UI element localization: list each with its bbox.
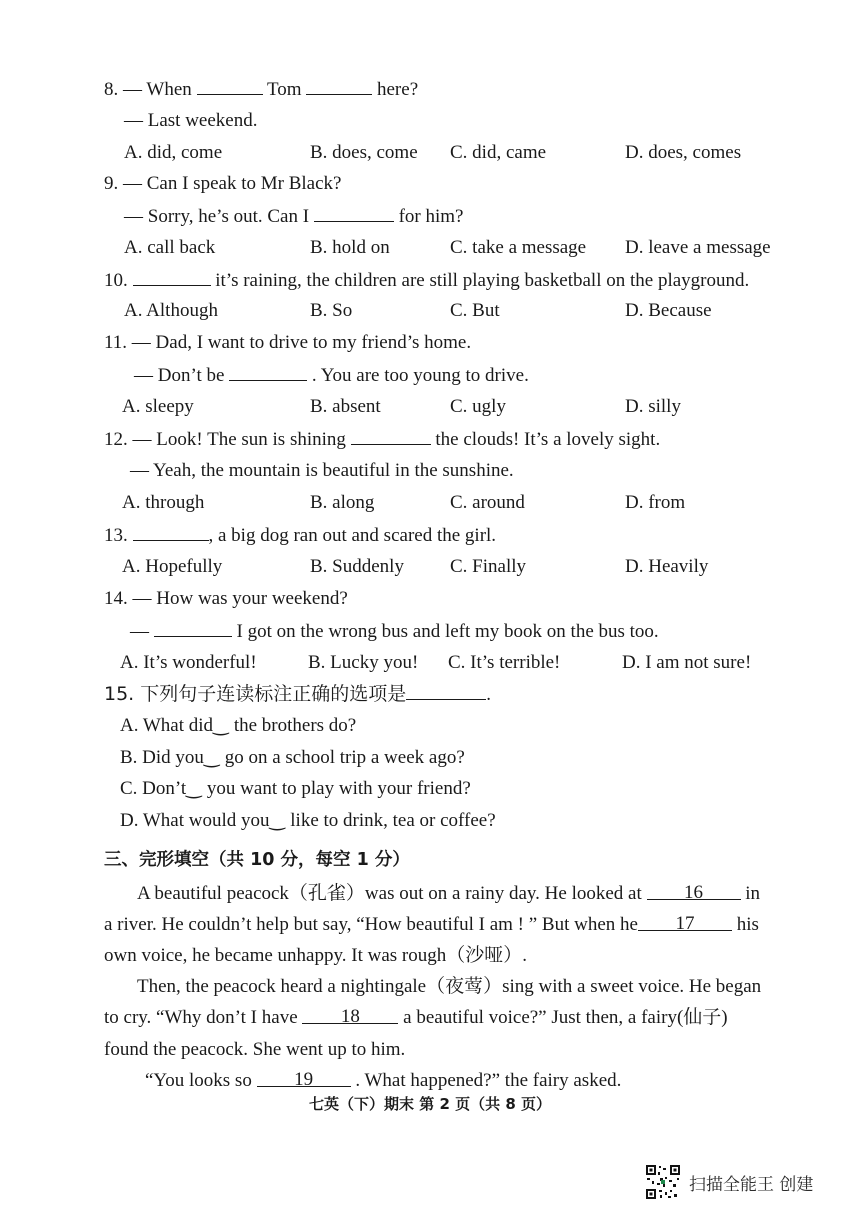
q14-reply: — I got on the wrong bus and left my book on the bus too. xyxy=(130,621,659,642)
q11-option-c: C. ugly xyxy=(450,396,506,417)
liaison-mark-icon: ‿ xyxy=(213,715,229,736)
q10-option-b: B. So xyxy=(310,300,353,321)
passage-line: Then, the peacock heard a nightingale（夜莺）sing with a sweet voice. He began xyxy=(137,976,762,997)
passage-line: to cry. “Why don’t I have 18 a beautiful voice?” Just then, a fairy(仙子) xyxy=(104,1006,728,1028)
section-title: 三、完形填空（共 10 分，每空 1 分） xyxy=(104,850,410,870)
answer-blank xyxy=(314,204,394,222)
liaison-mark-icon: ‿ xyxy=(186,778,202,799)
q15-option-d: D. What would you‿ like to drink, tea or coffee? xyxy=(120,810,496,831)
q9-option-c: C. take a message xyxy=(450,237,587,258)
answer-blank xyxy=(406,682,486,700)
scanner-brand-text: 扫描全能王 创建 xyxy=(689,1174,814,1195)
q11-reply: — Don’t be . You are too young to drive. xyxy=(134,365,529,386)
q11-option-b: B. absent xyxy=(310,396,381,417)
q14-option-a: A. It’s wonderful! xyxy=(120,652,257,673)
q15-option-b: B. Did you‿ go on a school trip a week ago? xyxy=(120,747,465,768)
q12-option-a: A. through xyxy=(122,492,205,513)
q10-option-a: A. Although xyxy=(124,300,218,321)
q12-option-c: C. around xyxy=(450,492,525,513)
answer-blank xyxy=(306,77,372,95)
q15-option-a: A. What did‿ the brothers do? xyxy=(120,715,357,736)
q9-stem: 9. — Can I speak to Mr Black? xyxy=(104,173,342,194)
qr-code-icon xyxy=(645,1164,681,1200)
q11-stem: 11. — Dad, I want to drive to my friend’s home. xyxy=(104,332,472,353)
q14-stem: 14. — How was your weekend? xyxy=(104,588,348,609)
q14-option-d: D. I am not sure! xyxy=(622,652,752,673)
q13-option-d: D. Heavily xyxy=(625,556,709,577)
q9-option-b: B. hold on xyxy=(310,237,390,258)
q8-option-a: A. did, come xyxy=(124,142,223,163)
passage-line: a river. He couldn’t help but say, “How beautiful I am ! ” But when he 17 his xyxy=(104,913,759,935)
q9-reply: — Sorry, he’s out. Can I for him? xyxy=(124,206,464,227)
q8-option-c: C. did, came xyxy=(450,142,547,163)
liaison-mark-icon: ‿ xyxy=(203,747,220,768)
answer-blank xyxy=(154,619,232,637)
cloze-blank-18: 18 xyxy=(302,1006,398,1024)
q9-option-a: A. call back xyxy=(124,237,216,258)
scanner-watermark xyxy=(645,1164,813,1200)
q8-option-d: D. does, comes xyxy=(625,142,742,163)
passage-line: “You looks so 19 . What happened?” the fairy asked. xyxy=(145,1069,622,1091)
q9-option-d: D. leave a message xyxy=(625,237,771,258)
q11-option-d: D. silly xyxy=(625,396,681,417)
liaison-mark-icon: ‿ xyxy=(269,810,285,831)
q8-option-b: B. does, come xyxy=(310,142,418,163)
q10-stem: 10. it’s raining, the children are still playing basketball on the playground. xyxy=(104,270,750,291)
answer-blank xyxy=(197,77,263,95)
answer-blank xyxy=(229,363,307,381)
passage-line: A beautiful peacock（孔雀）was out on a rainy day. He looked at 16 in xyxy=(137,882,761,904)
q13-option-b: B. Suddenly xyxy=(310,556,404,577)
q15-stem: 15. 下列句子连读标注正确的选项是 . xyxy=(104,683,492,705)
page-footer: 七英（下）期末 第 2 页（共 8 页） xyxy=(309,1095,551,1113)
answer-blank xyxy=(133,268,211,286)
q12-option-b: B. along xyxy=(310,492,375,513)
q10-option-d: D. Because xyxy=(625,300,712,321)
cloze-blank-16: 16 xyxy=(647,882,741,900)
cloze-blank-17: 17 xyxy=(638,913,732,931)
passage-line: own voice, he became unhappy. It was rough（沙哑）. xyxy=(104,945,527,966)
q15-option-c: C. Don’t‿ you want to play with your friend? xyxy=(120,778,471,799)
q13-option-a: A. Hopefully xyxy=(122,556,223,577)
q8-reply: — Last weekend. xyxy=(124,110,258,131)
q12-stem: 12. — Look! The sun is shining the clouds! It’s a lovely sight. xyxy=(104,429,661,450)
q14-option-b: B. Lucky you! xyxy=(308,652,419,673)
q13-stem: 13. , a big dog ran out and scared the girl. xyxy=(104,525,497,546)
q11-option-a: A. sleepy xyxy=(122,396,194,417)
answer-blank xyxy=(351,427,431,445)
cloze-blank-19: 19 xyxy=(257,1069,351,1087)
q12-option-d: D. from xyxy=(625,492,686,513)
q12-reply: — Yeah, the mountain is beautiful in the sunshine. xyxy=(130,460,514,481)
q8-stem: 8. — When Tom here? xyxy=(104,79,419,100)
q14-option-c: C. It’s terrible! xyxy=(448,652,561,673)
q10-option-c: C. But xyxy=(450,300,500,321)
passage-line: found the peacock. She went up to him. xyxy=(104,1039,406,1060)
answer-blank xyxy=(133,523,209,541)
q13-option-c: C. Finally xyxy=(450,556,527,577)
